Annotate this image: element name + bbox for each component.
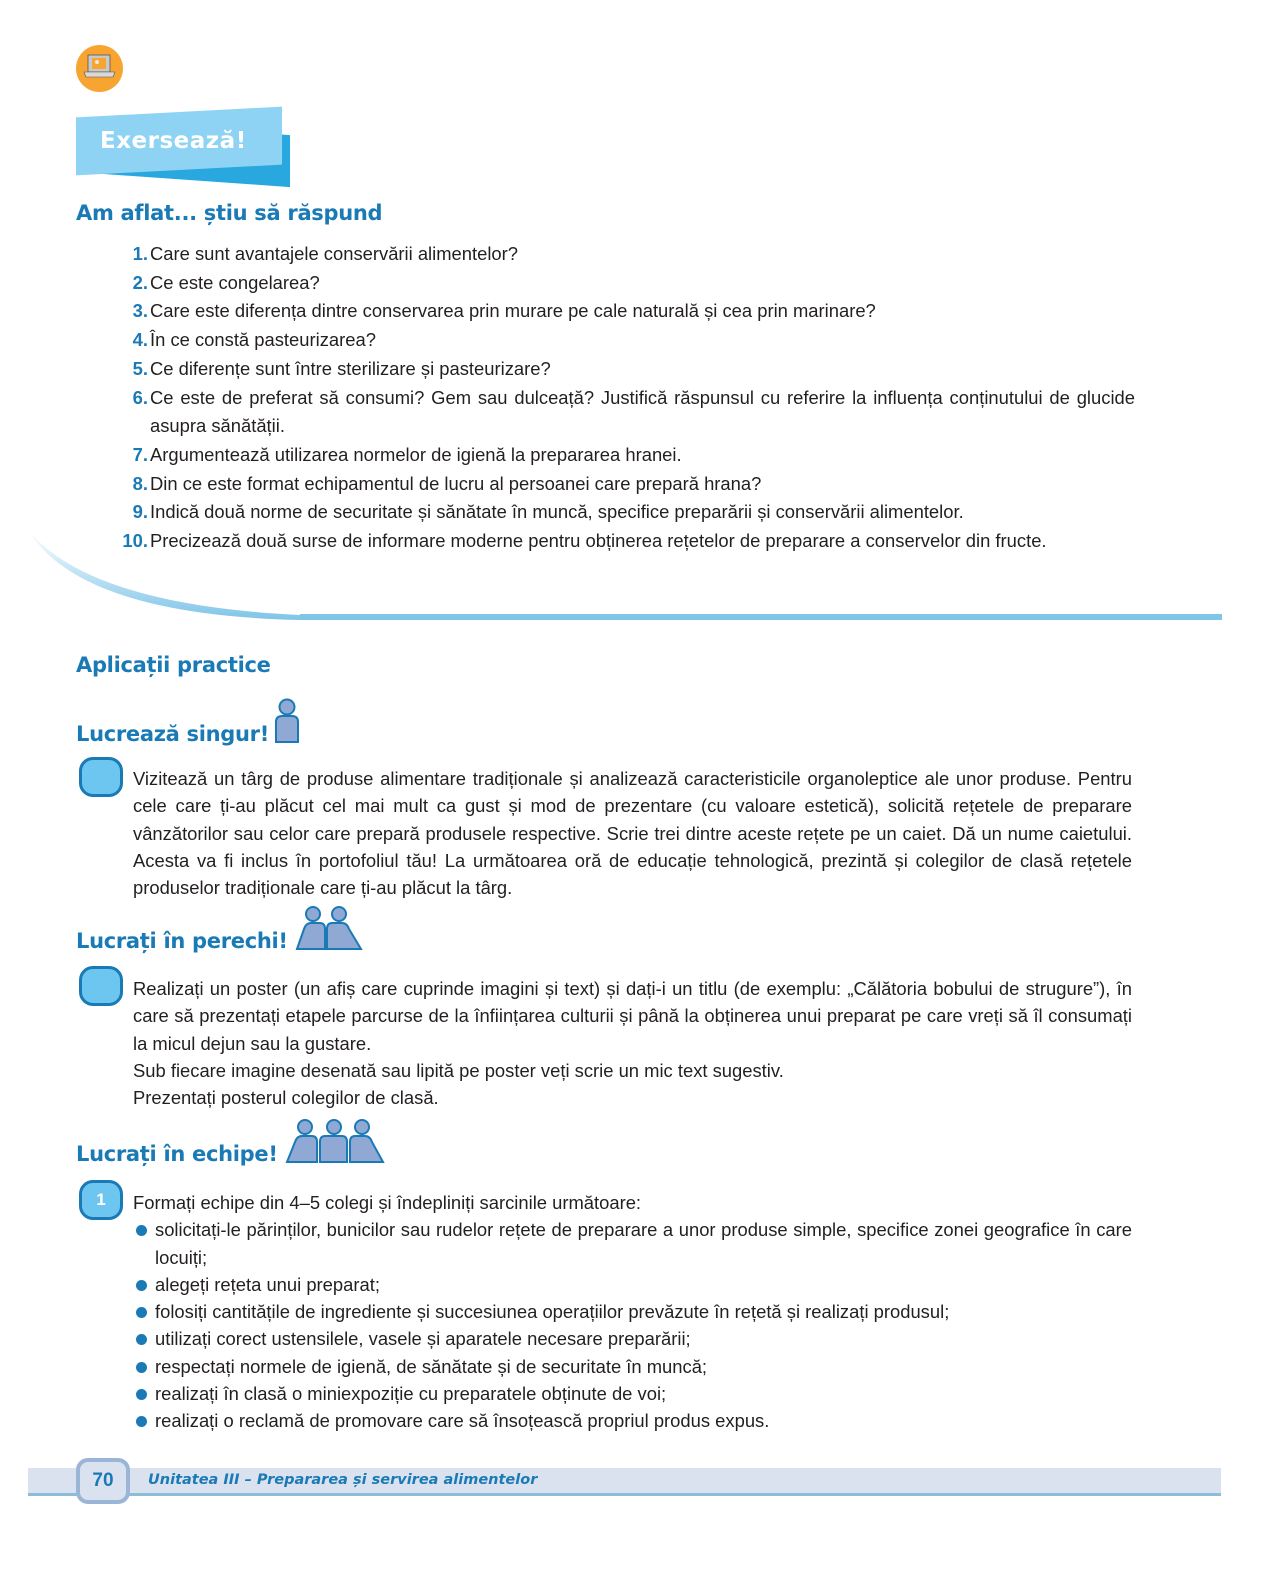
question-item [110, 470, 1135, 499]
question-item [110, 441, 1135, 470]
question-text: Precizează două surse de informare moderne pentru obținerea rețetelor de preparare a conservelor din fructe. [150, 530, 1047, 552]
banner-label: Exersează! [100, 128, 247, 154]
exercise-bubble [79, 757, 123, 797]
question-text: Indică două norme de securitate și sănătate în muncă, specifice preparării și conservării alimentelor. [150, 501, 964, 523]
page-number: 70 [92, 1470, 114, 1491]
question-text: Ce este de preferat să consumi? Gem sau dulceață? Justifică răspunsul cu referire la influența conținutului de glucide asupra sănătății. [150, 386, 1135, 437]
question-text: Ce este congelarea? [150, 271, 320, 293]
laptop-icon [76, 45, 123, 92]
question-text: Care sunt avantajele conservării alimentelor? [150, 243, 519, 264]
question-list [110, 240, 1135, 556]
task-bullet: respectați normele de igienă, de sănătate și de securitate în muncă; [133, 1353, 1132, 1380]
pairs-line: Sub fiecare imagine desenată sau lipită pe poster veți scrie un mic text sugestiv. [133, 1059, 784, 1081]
solo-text: Vizitează un târg de produse alimentare tradiționale și analizează caracteristicile organoleptice ale unor produse. Pentru cele care ți-au plăcut cel mai mult ca gust și mod de prezentare (cu valoare estetică), solicită rețetele de preparare vânzătorilor sau celor care prepară produsele respective. Scrie trei dintre aceste rețete pe un caiet. Dă un nume caietului. Acesta va fi inclus în portofoliul tău! La următoarea oră de educație tehnologică, prezintă și colegilor de clasă rețetele produselor tradiționale care ți-au plăcut la târg. [133, 768, 1132, 899]
question-text: Ce diferențe sunt între sterilizare și pasteurizare? [150, 357, 551, 379]
three-persons-icon [284, 1118, 386, 1164]
solo-title: Lucrează singur! [76, 722, 270, 746]
unit-title: Unitatea III – Prepararea și servirea alimentelor [148, 1472, 538, 1488]
exercise-bubble [79, 966, 123, 1006]
question-item [110, 240, 1135, 269]
question-text: Care este diferența dintre conservarea prin murare pe cale naturală și cea prin marinare? [150, 300, 876, 322]
task-bullet: realizați în clasă o miniexpoziție cu preparatele obținute de voi; [133, 1380, 1132, 1407]
question-number: 5. [132, 357, 148, 379]
question-item [110, 269, 1135, 298]
question-number: 10. [122, 530, 148, 552]
task-bullet: realizați o reclamă de promovare care să însoțească propriul produs expus. [133, 1407, 1132, 1434]
question-item [110, 355, 1135, 384]
practice-title: Aplicații practice [76, 653, 271, 677]
question-number: 8. [132, 472, 148, 494]
question-number: 4. [132, 329, 148, 351]
teams-title: Lucrați în echipe! [76, 1142, 278, 1166]
exerseaza-banner [76, 106, 290, 182]
question-number: 9. [132, 501, 148, 523]
question-text: În ce constă pasteurizarea? [150, 329, 376, 351]
pairs-line: Prezentați posterul colegilor de clasă. [133, 1087, 439, 1109]
teams-task-list [133, 1216, 1132, 1434]
question-text: Argumentează utilizarea normelor de igienă la prepararea hranei. [150, 443, 682, 465]
question-number: 3. [132, 300, 148, 322]
question-number: 6. [132, 386, 148, 408]
two-persons-icon [294, 905, 364, 951]
pairs-line: Realizați un poster (un afiș care cuprinde imagini și text) și dați-i un titlu (de exemplu: „Călătoria bobului de strugure”), în care să prezentați etapele parcurse de la înființarea culturii și până la obținerea unui preparat pe care vreți să îl consumați la micul dejun sau la gustare. [133, 978, 1132, 1054]
page-number-tab [76, 1458, 130, 1504]
question-item [110, 326, 1135, 355]
teams-text [133, 1189, 1132, 1435]
pairs-heading [76, 905, 364, 953]
teams-heading [76, 1118, 386, 1166]
task-bullet: alegeți rețeta unui preparat; [133, 1271, 1132, 1298]
pairs-text [133, 975, 1132, 1111]
question-number: 7. [132, 443, 148, 465]
task-bullet: utilizați corect ustensilele, vasele și aparatele necesare preparării; [133, 1325, 1132, 1352]
review-title: Am aflat... știu să răspund [76, 201, 383, 225]
question-text: Din ce este format echipamentul de lucru al persoanei care prepară hrana? [150, 472, 762, 494]
single-person-icon [273, 698, 301, 744]
question-item [110, 384, 1135, 441]
question-number: 2. [132, 271, 148, 293]
task-bullet: solicitați-le părinților, bunicilor sau rudelor rețete de preparare a unor produse simple, specifice zonei geografice în care locuiți; [133, 1216, 1132, 1271]
pairs-title: Lucrați în perechi! [76, 929, 288, 953]
bubble-number: 1 [96, 1190, 106, 1209]
solo-heading [76, 698, 301, 746]
question-item [110, 297, 1135, 326]
teams-intro: Formați echipe din 4–5 colegi și îndepliniți sarcinile următoare: [133, 1192, 642, 1213]
question-number: 1. [132, 243, 148, 264]
task-bullet: folosiți cantitățile de ingrediente și succesiunea operațiilor prevăzute în rețetă și realizați produsul; [133, 1298, 1132, 1325]
curved-divider [0, 520, 1270, 630]
exercise-bubble-1 [79, 1180, 123, 1220]
